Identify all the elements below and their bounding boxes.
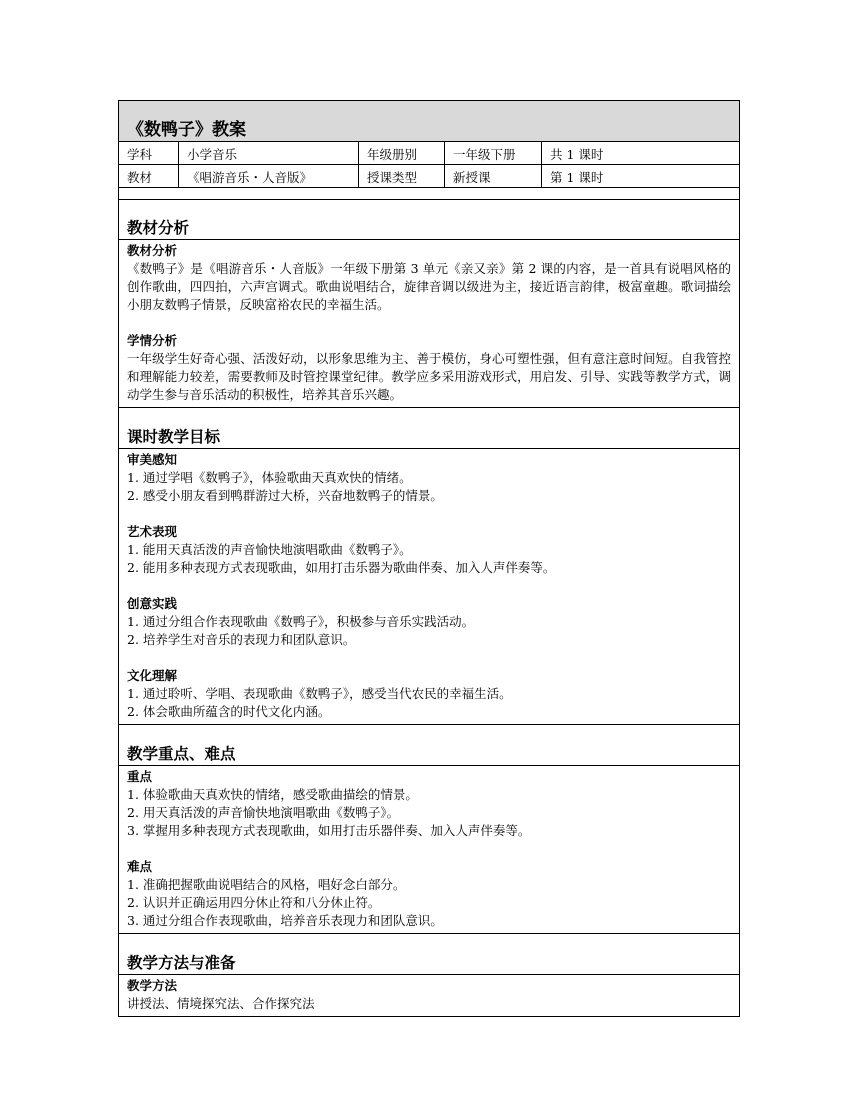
methods-text: 讲授法、情境探究法、合作探究法 [127, 996, 315, 1011]
list-item: 3. 通过分组合作表现歌曲，培养音乐表现力和团队意识。 [127, 913, 443, 928]
section-heading-keypoints: 教学重点、难点 [119, 725, 739, 766]
list-item: 1. 体验歌曲天真欢快的情绪，感受歌曲描绘的情景。 [127, 787, 418, 802]
lesson-plan-document [118, 100, 740, 1017]
list-item: 3. 掌握用多种表现方式表现歌曲，如用打击乐器伴奏、加入人声伴奏等。 [127, 823, 531, 838]
material-analysis-text: 《数鸭子》是《唱游音乐・人音版》一年级下册第 3 单元《亲又亲》第 2 课的内容，是一首具有说唱风格的创作歌曲，四四拍，六声宫调式。歌曲说唱结合，旋律音调以级进为主，接近语言韵律，极富童趣。歌词描绘小朋友数鸭子情景，反映富裕农民的幸福生活。 [127, 261, 731, 312]
list-item: 2. 用天真活泼的声音愉快地演唱歌曲《数鸭子》。 [127, 805, 400, 820]
section-heading-methods: 教学方法与准备 [119, 934, 739, 975]
subheading-methods: 教学方法 [127, 978, 178, 993]
value-subject: 小学音乐 [179, 142, 359, 164]
list-item: 2. 能用多种表现方式表现歌曲，如用打击乐器为歌曲伴奏、加入人声伴奏等。 [127, 560, 556, 575]
subheading-aesthetic: 审美感知 [127, 452, 178, 467]
info-row-subject [119, 142, 739, 165]
value-current-period: 第 1 课时 [550, 170, 604, 185]
value-grade-volume: 一年级下册 [445, 142, 542, 164]
document-title: 《数鸭子》教案 [127, 120, 246, 140]
label-lesson-type: 授课类型 [359, 165, 445, 187]
list-item: 1. 准确把握歌曲说唱结合的风格，唱好念白部分。 [127, 877, 406, 892]
value-lesson-type: 新授课 [445, 165, 542, 187]
subheading-artistic: 艺术表现 [127, 524, 178, 539]
subheading-culture: 文化理解 [127, 668, 178, 683]
subheading-material: 教材分析 [127, 243, 178, 258]
section-body-keypoints [119, 766, 739, 934]
list-item: 2. 认识并正确运用四分休止符和八分休止符。 [127, 895, 381, 910]
section-heading-goals: 课时教学目标 [119, 408, 739, 449]
student-analysis-text: 一年级学生好奇心强、活泼好动，以形象思维为主、善于模仿，身心可塑性强，但有意注意时间短。自我管控和理解能力较差，需要教师及时管控课堂纪律。教学应多采用游戏形式，用启发、引导、实践等教学方式，调动学生参与音乐活动的积极性，培养其音乐兴趣。 [127, 351, 731, 402]
subheading-creative: 创意实践 [127, 596, 178, 611]
list-item: 2. 体会歌曲所蕴含的时代文化内涵。 [127, 704, 331, 719]
label-subject: 学科 [119, 142, 179, 164]
label-grade-volume: 年级册别 [359, 142, 445, 164]
list-item: 1. 通过学唱《数鸭子》，体验歌曲天真欢快的情绪。 [127, 470, 412, 485]
value-total-periods: 共 1 课时 [550, 147, 604, 162]
section-heading-analysis: 教材分析 [119, 199, 739, 240]
title-bar [119, 101, 739, 142]
section-body-goals [119, 449, 739, 725]
label-textbook: 教材 [119, 165, 179, 187]
section-body-analysis [119, 240, 739, 408]
subheading-key: 重点 [127, 769, 153, 784]
value-textbook: 《唱游音乐・人音版》 [179, 165, 359, 187]
info-row-textbook [119, 165, 739, 188]
section-body-methods [119, 975, 739, 1016]
list-item: 1. 能用天真活泼的声音愉快地演唱歌曲《数鸭子》。 [127, 542, 412, 557]
subheading-student: 学情分析 [127, 333, 178, 348]
subheading-difficult: 难点 [127, 859, 153, 874]
list-item: 2. 培养学生对音乐的表现力和团队意识。 [127, 632, 356, 647]
list-item: 1. 通过聆听、学唱、表现歌曲《数鸭子》，感受当代农民的幸福生活。 [127, 686, 512, 701]
list-item: 1. 通过分组合作表现歌曲《数鸭子》，积极参与音乐实践活动。 [127, 614, 475, 629]
list-item: 2. 感受小朋友看到鸭群游过大桥，兴奋地数鸭子的情景。 [127, 488, 443, 503]
